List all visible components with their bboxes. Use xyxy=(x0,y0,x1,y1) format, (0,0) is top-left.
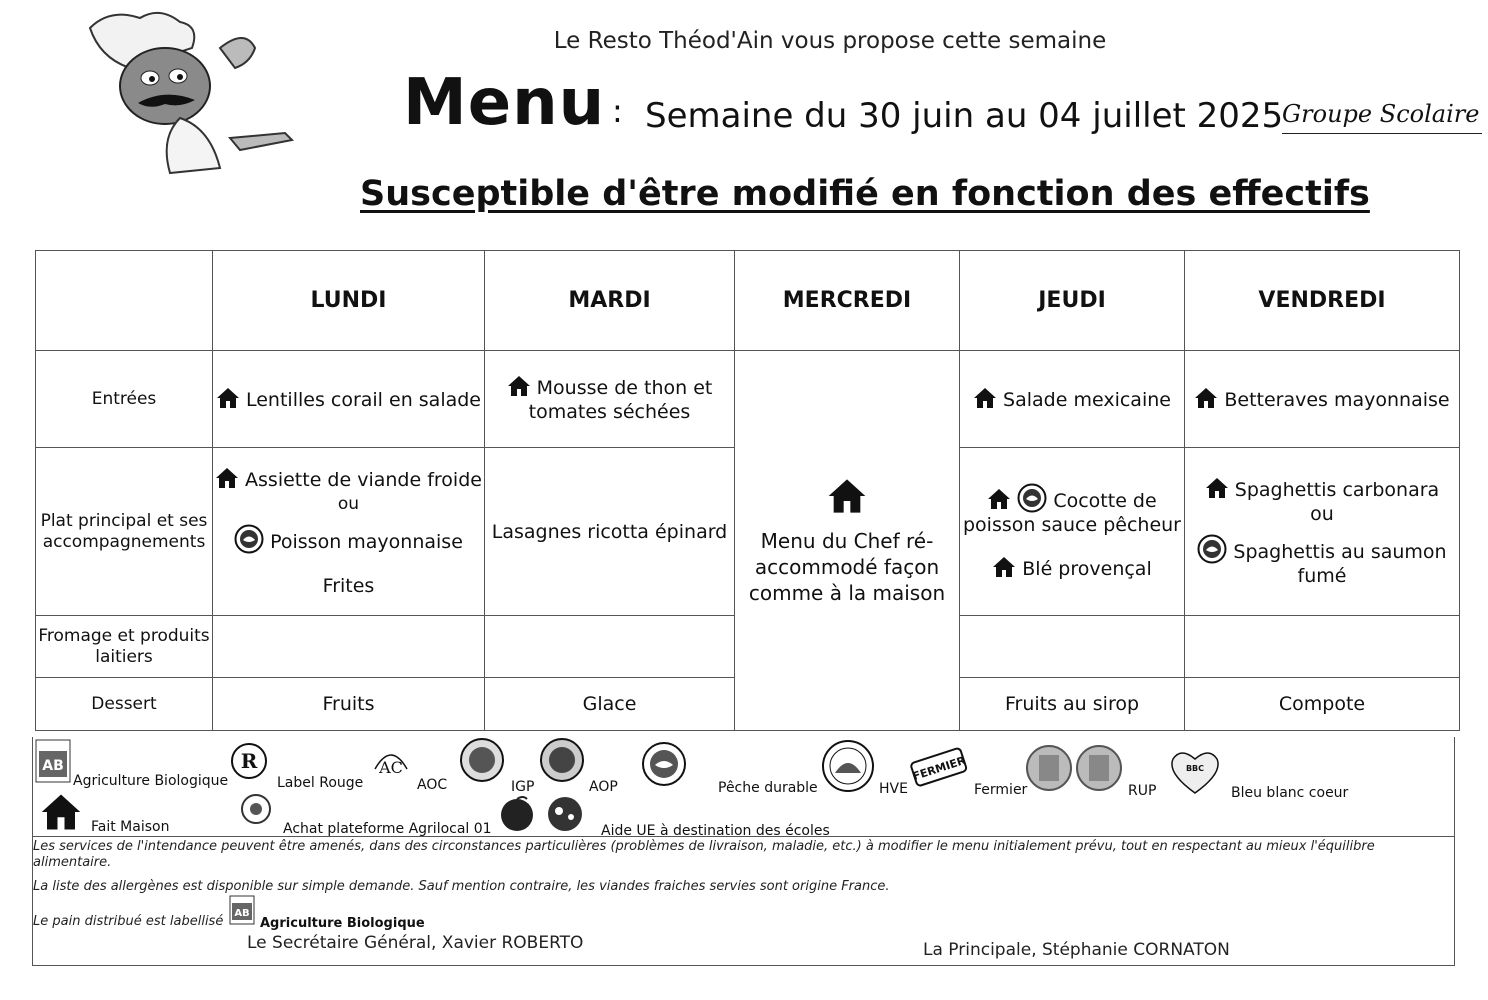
footer-bread: Le pain distribué est labellisé xyxy=(33,914,224,929)
row-label-plat-line2: accompagnements xyxy=(42,531,206,552)
jeudi-plat1: Cocotte de poisson sauce pêcheur xyxy=(962,489,1181,536)
legend-igp: IGP xyxy=(511,779,535,795)
svg-text:FERMIER: FERMIER xyxy=(911,753,968,784)
vendredi-plat-cell xyxy=(1185,448,1460,616)
jeudi-plat-cell xyxy=(960,448,1185,616)
jeudi-plat2: Blé provençal xyxy=(1022,557,1152,580)
vendredi-ou: ou xyxy=(1310,502,1334,525)
rup-logo-1-icon xyxy=(1025,743,1073,793)
vendredi-entree: Betteraves mayonnaise xyxy=(1224,389,1450,411)
footer-allergenes: La liste des allergènes est disponible sur simple demande. Sauf mention contraire, les viandes fraiches servies sont origine France. xyxy=(33,879,890,894)
day-header-mardi: MARDI xyxy=(485,251,735,351)
mardi-entree: Mousse de thon et tomates séchées xyxy=(528,377,713,423)
secretary-signature: Le Secrétaire Général, Xavier ROBERTO xyxy=(247,933,584,953)
label-legend xyxy=(32,737,1455,839)
svg-text:AB: AB xyxy=(42,758,64,774)
igp-logo-icon xyxy=(459,737,505,783)
bleu-blanc-coeur-logo-icon xyxy=(1167,747,1223,795)
handwritten-note: Groupe Scolaire xyxy=(1282,100,1480,128)
week-dates: Semaine du 30 juin au 04 juillet 2025 xyxy=(645,96,1284,136)
lundi-entree-cell xyxy=(213,351,485,448)
vendredi-fromage-cell xyxy=(1185,616,1460,678)
mardi-plat: Lasagnes ricotta épinard xyxy=(491,520,728,543)
fait-maison-house-icon xyxy=(37,791,85,833)
footer-intendance-line2: alimentaire. xyxy=(33,855,112,870)
legend-label-rouge: Label Rouge xyxy=(277,775,364,791)
fait-maison-icon xyxy=(216,386,240,410)
legend-bbc: Bleu blanc coeur xyxy=(1231,785,1349,801)
fait-maison-icon xyxy=(825,476,869,516)
lundi-accomp: Frites xyxy=(322,574,375,597)
fait-maison-icon xyxy=(507,374,531,398)
day-header-mercredi: MERCREDI xyxy=(735,251,960,351)
row-label-plat-line1: Plat principal et ses xyxy=(40,510,208,531)
legend-aide-ue: Aide UE à destination des écoles xyxy=(601,823,830,839)
jeudi-fromage-cell xyxy=(960,616,1185,678)
hve-logo-icon xyxy=(821,739,875,793)
weekly-menu-table xyxy=(35,250,1460,731)
mardi-dessert: Glace xyxy=(485,678,735,731)
peche-durable-icon xyxy=(234,524,264,554)
legend-aoc: AOC xyxy=(417,777,448,793)
lundi-entree: Lentilles corail en salade xyxy=(245,389,481,411)
vendredi-dessert: Compote xyxy=(1185,678,1460,731)
principal-signature: La Principale, Stéphanie CORNATON xyxy=(923,940,1230,960)
aide-ue-lait-logo-icon xyxy=(541,795,589,833)
restaurant-subtitle: Le Resto Théod'Ain vous propose cette semaine xyxy=(553,28,1107,54)
day-header-jeudi: JEUDI xyxy=(960,251,1185,351)
aide-ue-fruit-logo-icon xyxy=(493,795,541,833)
svg-text:R: R xyxy=(240,749,258,773)
legend-peche: Pêche durable xyxy=(718,780,818,796)
svg-text:BBC: BBC xyxy=(1185,764,1205,773)
fermier-logo-icon xyxy=(909,741,969,795)
rup-logo-2-icon xyxy=(1075,743,1123,793)
lundi-plat2: Poisson mayonnaise xyxy=(270,530,463,553)
agriculture-biologique-small-icon xyxy=(229,895,255,925)
mardi-fromage-cell xyxy=(485,616,735,678)
menu-title: Menu xyxy=(403,66,606,140)
jeudi-entree: Salade mexicaine xyxy=(1003,389,1171,411)
svg-text:AC: AC xyxy=(379,758,403,777)
footer-notes xyxy=(32,836,1455,966)
legend-fait-maison: Fait Maison xyxy=(91,819,170,835)
lundi-dessert: Fruits xyxy=(213,678,485,731)
peche-durable-icon xyxy=(1017,483,1047,513)
lundi-plat1: Assiette de viande froide xyxy=(245,468,482,491)
jeudi-entree-cell xyxy=(960,351,1185,448)
aoc-logo-icon xyxy=(369,739,413,783)
legend-hve: HVE xyxy=(879,781,908,797)
footer-bread-label: Agriculture Biologique xyxy=(260,916,425,931)
day-header-lundi: LUNDI xyxy=(213,251,485,351)
fait-maison-icon xyxy=(215,466,239,490)
day-header-vendredi: VENDREDI xyxy=(1185,251,1460,351)
lundi-fromage-cell xyxy=(213,616,485,678)
vendredi-entree-cell xyxy=(1185,351,1460,448)
legend-bio: Agriculture Biologique xyxy=(73,773,229,789)
agrilocal-logo-icon xyxy=(239,793,273,833)
fait-maison-icon xyxy=(992,555,1016,579)
modification-notice: Susceptible d'être modifié en fonction des effectifs xyxy=(360,174,1370,214)
label-rouge-logo-icon xyxy=(225,741,273,781)
legend-fermier: Fermier xyxy=(974,782,1028,798)
row-label-plat xyxy=(36,448,213,616)
legend-agrilocal: Achat plateforme Agrilocal 01 xyxy=(283,821,492,837)
footer-intendance-line1: Les services de l'intendance peuvent être amenés, dans des circonstances particulières (problèmes de livraison, maladie, etc.) à modifier le menu initialement prévu, tout en respectant au mieux l'équilibre xyxy=(33,839,1375,854)
lundi-plat-cell xyxy=(213,448,485,616)
agriculture-biologique-logo-icon xyxy=(35,739,71,783)
handwritten-underline xyxy=(1282,133,1482,134)
menu-title-colon: : xyxy=(612,92,623,130)
aop-logo-icon xyxy=(539,737,585,783)
legend-rup: RUP xyxy=(1128,783,1157,799)
peche-durable-logo-icon xyxy=(641,741,687,787)
vendredi-plat1: Spaghettis carbonara xyxy=(1234,478,1440,501)
peche-durable-icon xyxy=(1197,534,1227,564)
fait-maison-icon xyxy=(973,386,997,410)
mardi-plat-cell xyxy=(485,448,735,616)
lundi-ou: ou xyxy=(337,493,360,514)
fait-maison-icon xyxy=(1194,386,1218,410)
row-label-dessert: Dessert xyxy=(36,678,213,731)
mardi-entree-cell xyxy=(485,351,735,448)
row-label-fromage-line2: laitiers xyxy=(95,646,153,667)
jeudi-dessert: Fruits au sirop xyxy=(960,678,1185,731)
corner-cell xyxy=(36,251,213,351)
row-label-fromage-line1: Fromage et produits xyxy=(38,625,210,646)
mercredi-menu: Menu du Chef ré-accommodé façon comme à la maison xyxy=(748,528,946,605)
table-header-row xyxy=(36,251,1460,351)
svg-text:AB: AB xyxy=(234,908,250,919)
entrees-row xyxy=(36,351,1460,448)
mercredi-chef-cell xyxy=(735,351,960,731)
vendredi-plat2: Spaghettis au saumon fumé xyxy=(1233,540,1447,587)
row-label-entrees: Entrées xyxy=(36,351,213,448)
fait-maison-icon xyxy=(987,487,1011,511)
row-label-fromage xyxy=(36,616,213,678)
legend-aop: AOP xyxy=(589,779,618,795)
fait-maison-icon xyxy=(1205,476,1229,500)
